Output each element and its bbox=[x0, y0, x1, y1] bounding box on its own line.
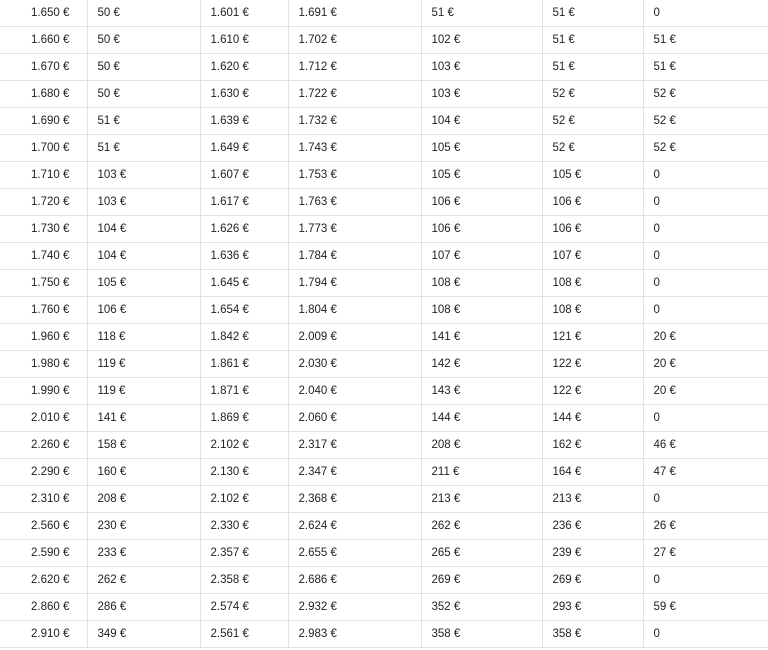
table-cell-col-7: 52 € bbox=[643, 135, 768, 162]
table-row bbox=[0, 459, 768, 486]
table-cell-col-4: 1.763 € bbox=[288, 189, 421, 216]
table-cell-col-2: 141 € bbox=[87, 405, 200, 432]
table-cell-col-7: 20 € bbox=[643, 324, 768, 351]
table-cell-col-7: 0 bbox=[643, 270, 768, 297]
table-cell-col-6: 293 € bbox=[542, 594, 643, 621]
table-cell-col-3: 1.601 € bbox=[200, 0, 288, 27]
table-cell-col-4: 2.317 € bbox=[288, 432, 421, 459]
table-cell-col-1: 1.760 € bbox=[0, 297, 87, 324]
table-cell-col-1: 2.310 € bbox=[0, 486, 87, 513]
table-cell-col-1: 1.720 € bbox=[0, 189, 87, 216]
table-cell-col-5: 142 € bbox=[421, 351, 542, 378]
table-cell-col-3: 1.645 € bbox=[200, 270, 288, 297]
table-cell-col-3: 1.871 € bbox=[200, 378, 288, 405]
table-cell-col-3: 1.654 € bbox=[200, 297, 288, 324]
table-cell-col-1: 1.750 € bbox=[0, 270, 87, 297]
table-cell-col-6: 144 € bbox=[542, 405, 643, 432]
table-row bbox=[0, 486, 768, 513]
table-cell-col-5: 265 € bbox=[421, 540, 542, 567]
table-cell-col-5: 108 € bbox=[421, 297, 542, 324]
table-cell-col-4: 2.347 € bbox=[288, 459, 421, 486]
table-cell-col-5: 106 € bbox=[421, 189, 542, 216]
table-row bbox=[0, 108, 768, 135]
table-cell-col-2: 158 € bbox=[87, 432, 200, 459]
table-cell-col-7: 0 bbox=[643, 297, 768, 324]
table-cell-col-3: 2.330 € bbox=[200, 513, 288, 540]
table-cell-col-4: 1.702 € bbox=[288, 27, 421, 54]
table-row bbox=[0, 594, 768, 621]
table-cell-col-6: 358 € bbox=[542, 621, 643, 648]
table-row bbox=[0, 27, 768, 54]
table-cell-col-7: 51 € bbox=[643, 54, 768, 81]
table-cell-col-6: 106 € bbox=[542, 189, 643, 216]
table-cell-col-2: 50 € bbox=[87, 0, 200, 27]
table-cell-col-5: 144 € bbox=[421, 405, 542, 432]
table-cell-col-7: 0 bbox=[643, 567, 768, 594]
table-cell-col-3: 2.574 € bbox=[200, 594, 288, 621]
table-row bbox=[0, 216, 768, 243]
table-cell-col-1: 2.590 € bbox=[0, 540, 87, 567]
table-cell-col-4: 1.712 € bbox=[288, 54, 421, 81]
table-cell-col-1: 1.960 € bbox=[0, 324, 87, 351]
table-cell-col-3: 1.842 € bbox=[200, 324, 288, 351]
table-cell-col-7: 20 € bbox=[643, 378, 768, 405]
table-row bbox=[0, 81, 768, 108]
table-row bbox=[0, 270, 768, 297]
table-row bbox=[0, 621, 768, 648]
table-cell-col-5: 108 € bbox=[421, 270, 542, 297]
table-row bbox=[0, 513, 768, 540]
table-row bbox=[0, 432, 768, 459]
table-cell-col-6: 52 € bbox=[542, 108, 643, 135]
table-row bbox=[0, 351, 768, 378]
table-cell-col-1: 1.730 € bbox=[0, 216, 87, 243]
table-cell-col-5: 51 € bbox=[421, 0, 542, 27]
table-cell-col-4: 1.794 € bbox=[288, 270, 421, 297]
table-cell-col-7: 52 € bbox=[643, 108, 768, 135]
table-cell-col-2: 349 € bbox=[87, 621, 200, 648]
table-cell-col-2: 208 € bbox=[87, 486, 200, 513]
table-cell-col-4: 1.753 € bbox=[288, 162, 421, 189]
table-row bbox=[0, 0, 768, 27]
table-row bbox=[0, 54, 768, 81]
table-cell-col-1: 1.650 € bbox=[0, 0, 87, 27]
table-row bbox=[0, 189, 768, 216]
table-cell-col-5: 106 € bbox=[421, 216, 542, 243]
table-cell-col-6: 236 € bbox=[542, 513, 643, 540]
table-cell-col-2: 104 € bbox=[87, 243, 200, 270]
table-cell-col-3: 2.561 € bbox=[200, 621, 288, 648]
table-cell-col-2: 233 € bbox=[87, 540, 200, 567]
table-cell-col-6: 106 € bbox=[542, 216, 643, 243]
table-cell-col-7: 0 bbox=[643, 243, 768, 270]
table-cell-col-4: 2.368 € bbox=[288, 486, 421, 513]
table-cell-col-2: 230 € bbox=[87, 513, 200, 540]
table-cell-col-1: 2.560 € bbox=[0, 513, 87, 540]
table-cell-col-6: 162 € bbox=[542, 432, 643, 459]
table-cell-col-2: 103 € bbox=[87, 189, 200, 216]
table-cell-col-5: 208 € bbox=[421, 432, 542, 459]
table-cell-col-3: 1.610 € bbox=[200, 27, 288, 54]
table-cell-col-4: 1.784 € bbox=[288, 243, 421, 270]
table-cell-col-6: 52 € bbox=[542, 135, 643, 162]
table-cell-col-6: 108 € bbox=[542, 297, 643, 324]
table-cell-col-1: 1.990 € bbox=[0, 378, 87, 405]
table-cell-col-1: 2.620 € bbox=[0, 567, 87, 594]
table-cell-col-6: 213 € bbox=[542, 486, 643, 513]
table-cell-col-2: 106 € bbox=[87, 297, 200, 324]
table-cell-col-1: 1.740 € bbox=[0, 243, 87, 270]
table-cell-col-3: 2.102 € bbox=[200, 432, 288, 459]
table-cell-col-2: 118 € bbox=[87, 324, 200, 351]
table-cell-col-4: 2.655 € bbox=[288, 540, 421, 567]
table-cell-col-3: 2.358 € bbox=[200, 567, 288, 594]
table-cell-col-3: 1.630 € bbox=[200, 81, 288, 108]
table-cell-col-6: 51 € bbox=[542, 0, 643, 27]
table-cell-col-2: 119 € bbox=[87, 351, 200, 378]
table-row bbox=[0, 324, 768, 351]
table-cell-col-5: 107 € bbox=[421, 243, 542, 270]
table-cell-col-4: 1.722 € bbox=[288, 81, 421, 108]
table-cell-col-1: 2.910 € bbox=[0, 621, 87, 648]
table-cell-col-3: 1.626 € bbox=[200, 216, 288, 243]
table-cell-col-3: 2.102 € bbox=[200, 486, 288, 513]
table-cell-col-1: 2.860 € bbox=[0, 594, 87, 621]
table-cell-col-4: 1.743 € bbox=[288, 135, 421, 162]
table-cell-col-1: 1.700 € bbox=[0, 135, 87, 162]
table-cell-col-4: 2.932 € bbox=[288, 594, 421, 621]
table-row bbox=[0, 378, 768, 405]
table-cell-col-1: 1.980 € bbox=[0, 351, 87, 378]
table-cell-col-6: 108 € bbox=[542, 270, 643, 297]
table-cell-col-7: 0 bbox=[643, 621, 768, 648]
table-cell-col-3: 1.649 € bbox=[200, 135, 288, 162]
table-cell-col-4: 2.624 € bbox=[288, 513, 421, 540]
table-cell-col-4: 2.983 € bbox=[288, 621, 421, 648]
table-cell-col-2: 119 € bbox=[87, 378, 200, 405]
table-cell-col-6: 51 € bbox=[542, 54, 643, 81]
table-cell-col-5: 352 € bbox=[421, 594, 542, 621]
table-cell-col-1: 2.260 € bbox=[0, 432, 87, 459]
table-cell-col-7: 20 € bbox=[643, 351, 768, 378]
table-cell-col-2: 104 € bbox=[87, 216, 200, 243]
table-cell-col-6: 269 € bbox=[542, 567, 643, 594]
table-cell-col-2: 103 € bbox=[87, 162, 200, 189]
table-cell-col-4: 1.804 € bbox=[288, 297, 421, 324]
table-cell-col-5: 213 € bbox=[421, 486, 542, 513]
table-row bbox=[0, 162, 768, 189]
table-cell-col-7: 0 bbox=[643, 486, 768, 513]
table-cell-col-2: 50 € bbox=[87, 27, 200, 54]
table-cell-col-3: 1.620 € bbox=[200, 54, 288, 81]
table-cell-col-7: 59 € bbox=[643, 594, 768, 621]
table-cell-col-5: 358 € bbox=[421, 621, 542, 648]
table-cell-col-3: 2.357 € bbox=[200, 540, 288, 567]
table-cell-col-7: 0 bbox=[643, 162, 768, 189]
table-cell-col-2: 51 € bbox=[87, 135, 200, 162]
table-cell-col-6: 105 € bbox=[542, 162, 643, 189]
table-cell-col-5: 141 € bbox=[421, 324, 542, 351]
table-cell-col-1: 1.680 € bbox=[0, 81, 87, 108]
table-cell-col-6: 107 € bbox=[542, 243, 643, 270]
table-cell-col-3: 1.636 € bbox=[200, 243, 288, 270]
table-cell-col-7: 0 bbox=[643, 405, 768, 432]
table-cell-col-5: 103 € bbox=[421, 81, 542, 108]
table-cell-col-3: 2.130 € bbox=[200, 459, 288, 486]
table-cell-col-5: 102 € bbox=[421, 27, 542, 54]
table-cell-col-6: 121 € bbox=[542, 324, 643, 351]
table-cell-col-7: 47 € bbox=[643, 459, 768, 486]
table-cell-col-7: 0 bbox=[643, 0, 768, 27]
table-cell-col-1: 1.660 € bbox=[0, 27, 87, 54]
table-row bbox=[0, 567, 768, 594]
table-cell-col-6: 51 € bbox=[542, 27, 643, 54]
table-cell-col-7: 0 bbox=[643, 189, 768, 216]
table-cell-col-7: 27 € bbox=[643, 540, 768, 567]
table-cell-col-3: 1.869 € bbox=[200, 405, 288, 432]
table-cell-col-1: 1.690 € bbox=[0, 108, 87, 135]
table-cell-col-2: 50 € bbox=[87, 81, 200, 108]
table-cell-col-1: 1.710 € bbox=[0, 162, 87, 189]
table-cell-col-1: 2.290 € bbox=[0, 459, 87, 486]
table-cell-col-5: 105 € bbox=[421, 162, 542, 189]
table-cell-col-7: 0 bbox=[643, 216, 768, 243]
table-cell-col-1: 1.670 € bbox=[0, 54, 87, 81]
table-cell-col-6: 122 € bbox=[542, 351, 643, 378]
table-cell-col-3: 1.639 € bbox=[200, 108, 288, 135]
table-cell-col-3: 1.607 € bbox=[200, 162, 288, 189]
table-cell-col-6: 122 € bbox=[542, 378, 643, 405]
table-cell-col-5: 143 € bbox=[421, 378, 542, 405]
table-cell-col-7: 26 € bbox=[643, 513, 768, 540]
table-cell-col-4: 2.009 € bbox=[288, 324, 421, 351]
table-cell-col-3: 1.617 € bbox=[200, 189, 288, 216]
table-cell-col-4: 1.691 € bbox=[288, 0, 421, 27]
table-cell-col-5: 103 € bbox=[421, 54, 542, 81]
table-row bbox=[0, 540, 768, 567]
table-cell-col-4: 2.686 € bbox=[288, 567, 421, 594]
table-cell-col-6: 52 € bbox=[542, 81, 643, 108]
table-cell-col-5: 211 € bbox=[421, 459, 542, 486]
table-cell-col-5: 269 € bbox=[421, 567, 542, 594]
table-cell-col-7: 52 € bbox=[643, 81, 768, 108]
table-cell-col-4: 2.060 € bbox=[288, 405, 421, 432]
table-cell-col-5: 262 € bbox=[421, 513, 542, 540]
table-cell-col-1: 2.010 € bbox=[0, 405, 87, 432]
table-cell-col-2: 286 € bbox=[87, 594, 200, 621]
table-row bbox=[0, 297, 768, 324]
table-cell-col-6: 239 € bbox=[542, 540, 643, 567]
table-cell-col-4: 1.732 € bbox=[288, 108, 421, 135]
table-cell-col-4: 2.030 € bbox=[288, 351, 421, 378]
table-cell-col-6: 164 € bbox=[542, 459, 643, 486]
table-cell-col-2: 50 € bbox=[87, 54, 200, 81]
table-row bbox=[0, 405, 768, 432]
table-cell-col-4: 2.040 € bbox=[288, 378, 421, 405]
table-cell-col-5: 104 € bbox=[421, 108, 542, 135]
table-cell-col-4: 1.773 € bbox=[288, 216, 421, 243]
table-cell-col-3: 1.861 € bbox=[200, 351, 288, 378]
table-cell-col-2: 262 € bbox=[87, 567, 200, 594]
table-cell-col-2: 105 € bbox=[87, 270, 200, 297]
table-row bbox=[0, 135, 768, 162]
table-cell-col-2: 160 € bbox=[87, 459, 200, 486]
table-cell-col-5: 105 € bbox=[421, 135, 542, 162]
table-cell-col-7: 46 € bbox=[643, 432, 768, 459]
table-cell-col-2: 51 € bbox=[87, 108, 200, 135]
table-row bbox=[0, 243, 768, 270]
table-cell-col-7: 51 € bbox=[643, 27, 768, 54]
